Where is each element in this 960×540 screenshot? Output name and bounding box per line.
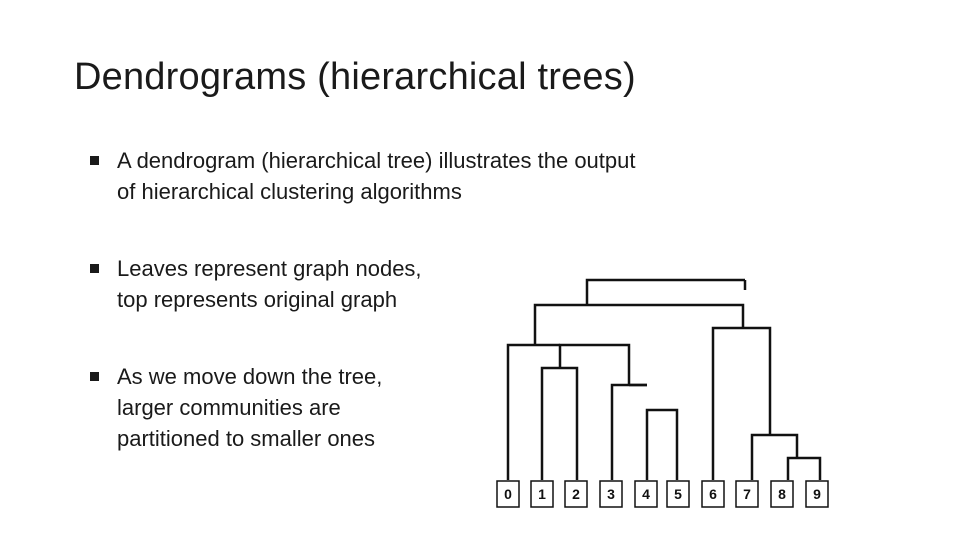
leaf-node (806, 481, 828, 507)
bullet-line: top represents original graph (117, 287, 398, 312)
bullet-line: As we move down the tree, (117, 364, 383, 389)
leaf-node (667, 481, 689, 507)
bullet-line: larger communities are (117, 395, 341, 420)
dendrogram-link (560, 345, 629, 385)
leaf-label: 9 (813, 486, 821, 502)
dendrogram-link (713, 328, 770, 480)
bullet-line: of hierarchical clustering algorithms (117, 179, 462, 204)
slide-title: Dendrograms (hierarchical trees) (74, 56, 636, 98)
leaf-node (531, 481, 553, 507)
leaf-label: 5 (674, 486, 682, 502)
leaf-label: 2 (572, 486, 580, 502)
leaf-node (565, 481, 587, 507)
leaf-node (600, 481, 622, 507)
dendrogram-link (587, 280, 745, 305)
leaf-label: 8 (778, 486, 786, 502)
leaf-label: 0 (504, 486, 512, 502)
bullet-line: A dendrogram (hierarchical tree) illustrates the output (117, 148, 636, 173)
bullet-line: partitioned to smaller ones (117, 426, 376, 451)
leaf-label: 7 (743, 486, 751, 502)
leaf-node (736, 481, 758, 507)
dendrogram-link (542, 368, 577, 480)
leaf-label: 3 (607, 486, 615, 502)
leaf-label: 4 (642, 486, 650, 502)
leaf-label: 6 (709, 486, 717, 502)
dendrogram-link (612, 385, 647, 480)
bullet-line: Leaves represent graph nodes, (117, 256, 422, 281)
leaf-label: 1 (538, 486, 546, 502)
leaf-node (702, 481, 724, 507)
dendrogram-links (508, 280, 820, 480)
leaf-node (635, 481, 657, 507)
dendrogram-link (647, 410, 677, 480)
leaf-node (771, 481, 793, 507)
dendrogram-link (788, 458, 820, 480)
dendrogram-link (508, 345, 560, 480)
leaf-node (497, 481, 519, 507)
dendrogram-leaves (497, 481, 828, 507)
